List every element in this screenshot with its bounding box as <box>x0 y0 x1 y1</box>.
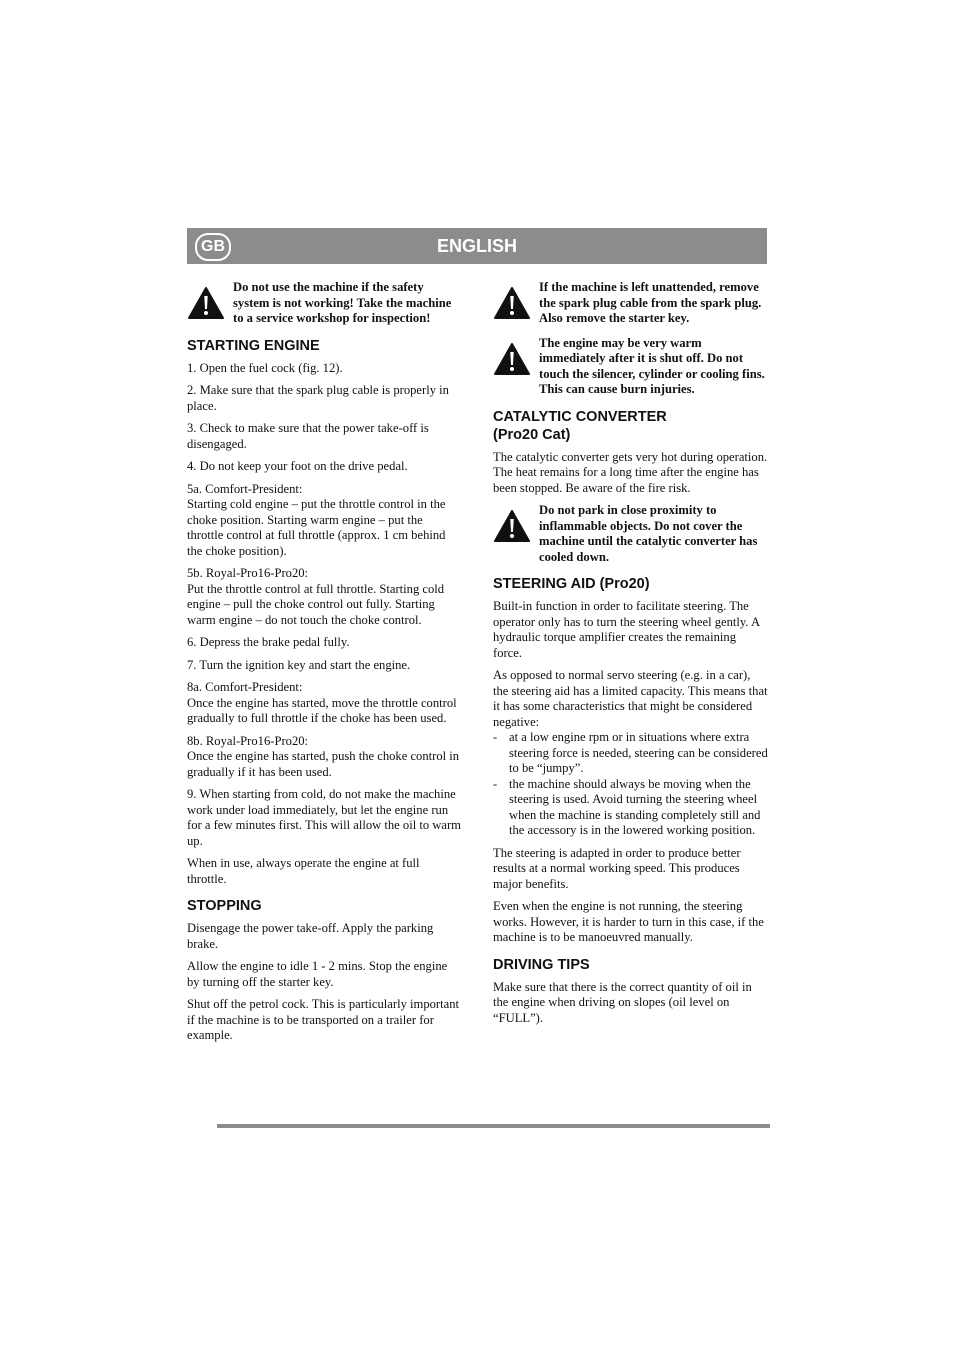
warning-triangle-icon <box>493 509 531 543</box>
step-text <box>187 482 462 560</box>
step-body: Once the engine has started, push the choke control in gradually if it has been used. <box>187 749 460 779</box>
step-text: 4. Do not keep your foot on the drive pedal. <box>187 459 408 473</box>
step-text: 6. Depress the brake pedal fully. <box>187 635 350 649</box>
warning-block <box>493 336 768 398</box>
step-body: Starting cold engine – put the throttle control in the choke position. Starting warm engine – put the throttle control at full throttle (approx. 1 cm behind the choke position). <box>187 497 446 558</box>
steering-list <box>493 730 768 839</box>
section-title-catalytic-converter <box>493 408 768 444</box>
paragraph: The steering is adapted in order to produce better results at a normal working speed. This produces major benefits. <box>493 845 741 891</box>
paragraph: Even when the engine is not running, the steering works. However, it is harder to turn in this case, if the machine is to be manoeuvred manually. <box>493 899 764 944</box>
warning-block <box>493 280 768 327</box>
step-text: 9. When starting from cold, do not make the machine work under load immediately, but let the engine run for a few minutes first. This will allow the oil to warm up. <box>187 787 461 848</box>
step-text: 3. Check to make sure that the power take-off is disengaged. <box>187 421 429 451</box>
banner-title: ENGLISH <box>436 236 517 256</box>
step-head: 8a. Comfort-President: <box>187 680 303 694</box>
step-text <box>187 680 462 727</box>
warning-triangle-icon <box>493 286 531 320</box>
language-banner <box>187 228 767 264</box>
step-text: 1. Open the fuel cock (fig. 12). <box>187 360 343 375</box>
section-title-stopping: STOPPING <box>187 898 262 914</box>
step-head: 5b. Royal-Pro16-Pro20: <box>187 566 309 580</box>
section-title-driving-tips: DRIVING TIPS <box>493 956 590 973</box>
paragraph: The catalytic converter gets very hot during operation. The heat remains for a long time after the engine has been stopped. Be aware of the fire risk. <box>493 449 768 495</box>
section-title-starting-engine: STARTING ENGINE <box>187 337 320 354</box>
section-title-steering-aid: STEERING AID (Pro20) <box>493 576 650 592</box>
list-item: - at a low engine rpm or in situations where extra steering force is needed, steering can be considered to be “jumpy”. <box>493 730 768 777</box>
paragraph: As opposed to normal servo steering (e.g. in a car), the steering aid has a limited capacity. This means that it has some characteristics that might be considered negative: <box>493 668 768 729</box>
step-text: 2. Make sure that the spark plug cable is properly in place. <box>187 383 449 413</box>
warning-block <box>493 503 768 565</box>
warning-text: The engine may be very warm immediately after it is shut off. Do not touch the silencer, cylinder or cooling fins. This can cause burn injuries. <box>539 335 765 396</box>
step-body: Put the throttle control at full throttle. Starting cold engine – pull the choke control out fully. Starting warm engine – do not touch the choke control. <box>187 581 445 627</box>
paragraph: Built-in function in order to facilitate steering. The operator only has to turn the steering wheel gently. A hydraulic torque amplifier creates the remaining force. <box>493 599 760 660</box>
step-body: Once the engine has started, move the throttle control gradually to full throttle if the choke has been used. <box>187 695 457 725</box>
paragraph: Disengage the power take-off. Apply the parking brake. <box>187 921 434 951</box>
title-line: CATALYTIC CONVERTER <box>493 408 667 425</box>
warning-text: Do not use the machine if the safety system is not working! Take the machine to a service workshop for inspection! <box>233 280 452 325</box>
paragraph: Allow the engine to idle 1 - 2 mins. Stop the engine by turning off the starter key. <box>187 959 448 989</box>
step-head: 5a. Comfort-President: <box>187 481 303 496</box>
paragraph: Shut off the petrol cock. This is particularly important if the machine is to be transported on a trailer for example. <box>187 997 459 1042</box>
warning-text: If the machine is left unattended, remove the spark plug cable from the spark plug. Also remove the starter key. <box>539 280 762 325</box>
step-head: 8b. Royal-Pro16-Pro20: <box>187 733 309 748</box>
paragraph: When in use, always operate the engine at full throttle. <box>187 856 420 886</box>
warning-triangle-icon <box>493 342 531 376</box>
title-line: (Pro20 Cat) <box>493 426 571 443</box>
step-text: 7. Turn the ignition key and start the engine. <box>187 657 411 672</box>
warning-block <box>187 280 462 327</box>
warning-text: Do not park in close proximity to inflammable objects. Do not cover the machine until the catalytic converter has cooled down. <box>539 503 758 564</box>
warning-triangle-icon <box>187 286 225 320</box>
footer-rule <box>217 1124 770 1128</box>
right-column <box>493 280 768 1033</box>
step-text <box>187 566 462 628</box>
step-text <box>187 734 462 781</box>
list-item: - the machine should always be moving when the steering is used. Avoid turning the steering wheel when the machine is standing completely still and the accessory is in the lowered working position. <box>493 777 768 839</box>
gb-badge: GB <box>195 233 231 261</box>
left-column <box>187 280 462 1051</box>
paragraph: Make sure that there is the correct quantity of oil in the engine when driving on slopes (oil level on “FULL”). <box>493 979 752 1025</box>
